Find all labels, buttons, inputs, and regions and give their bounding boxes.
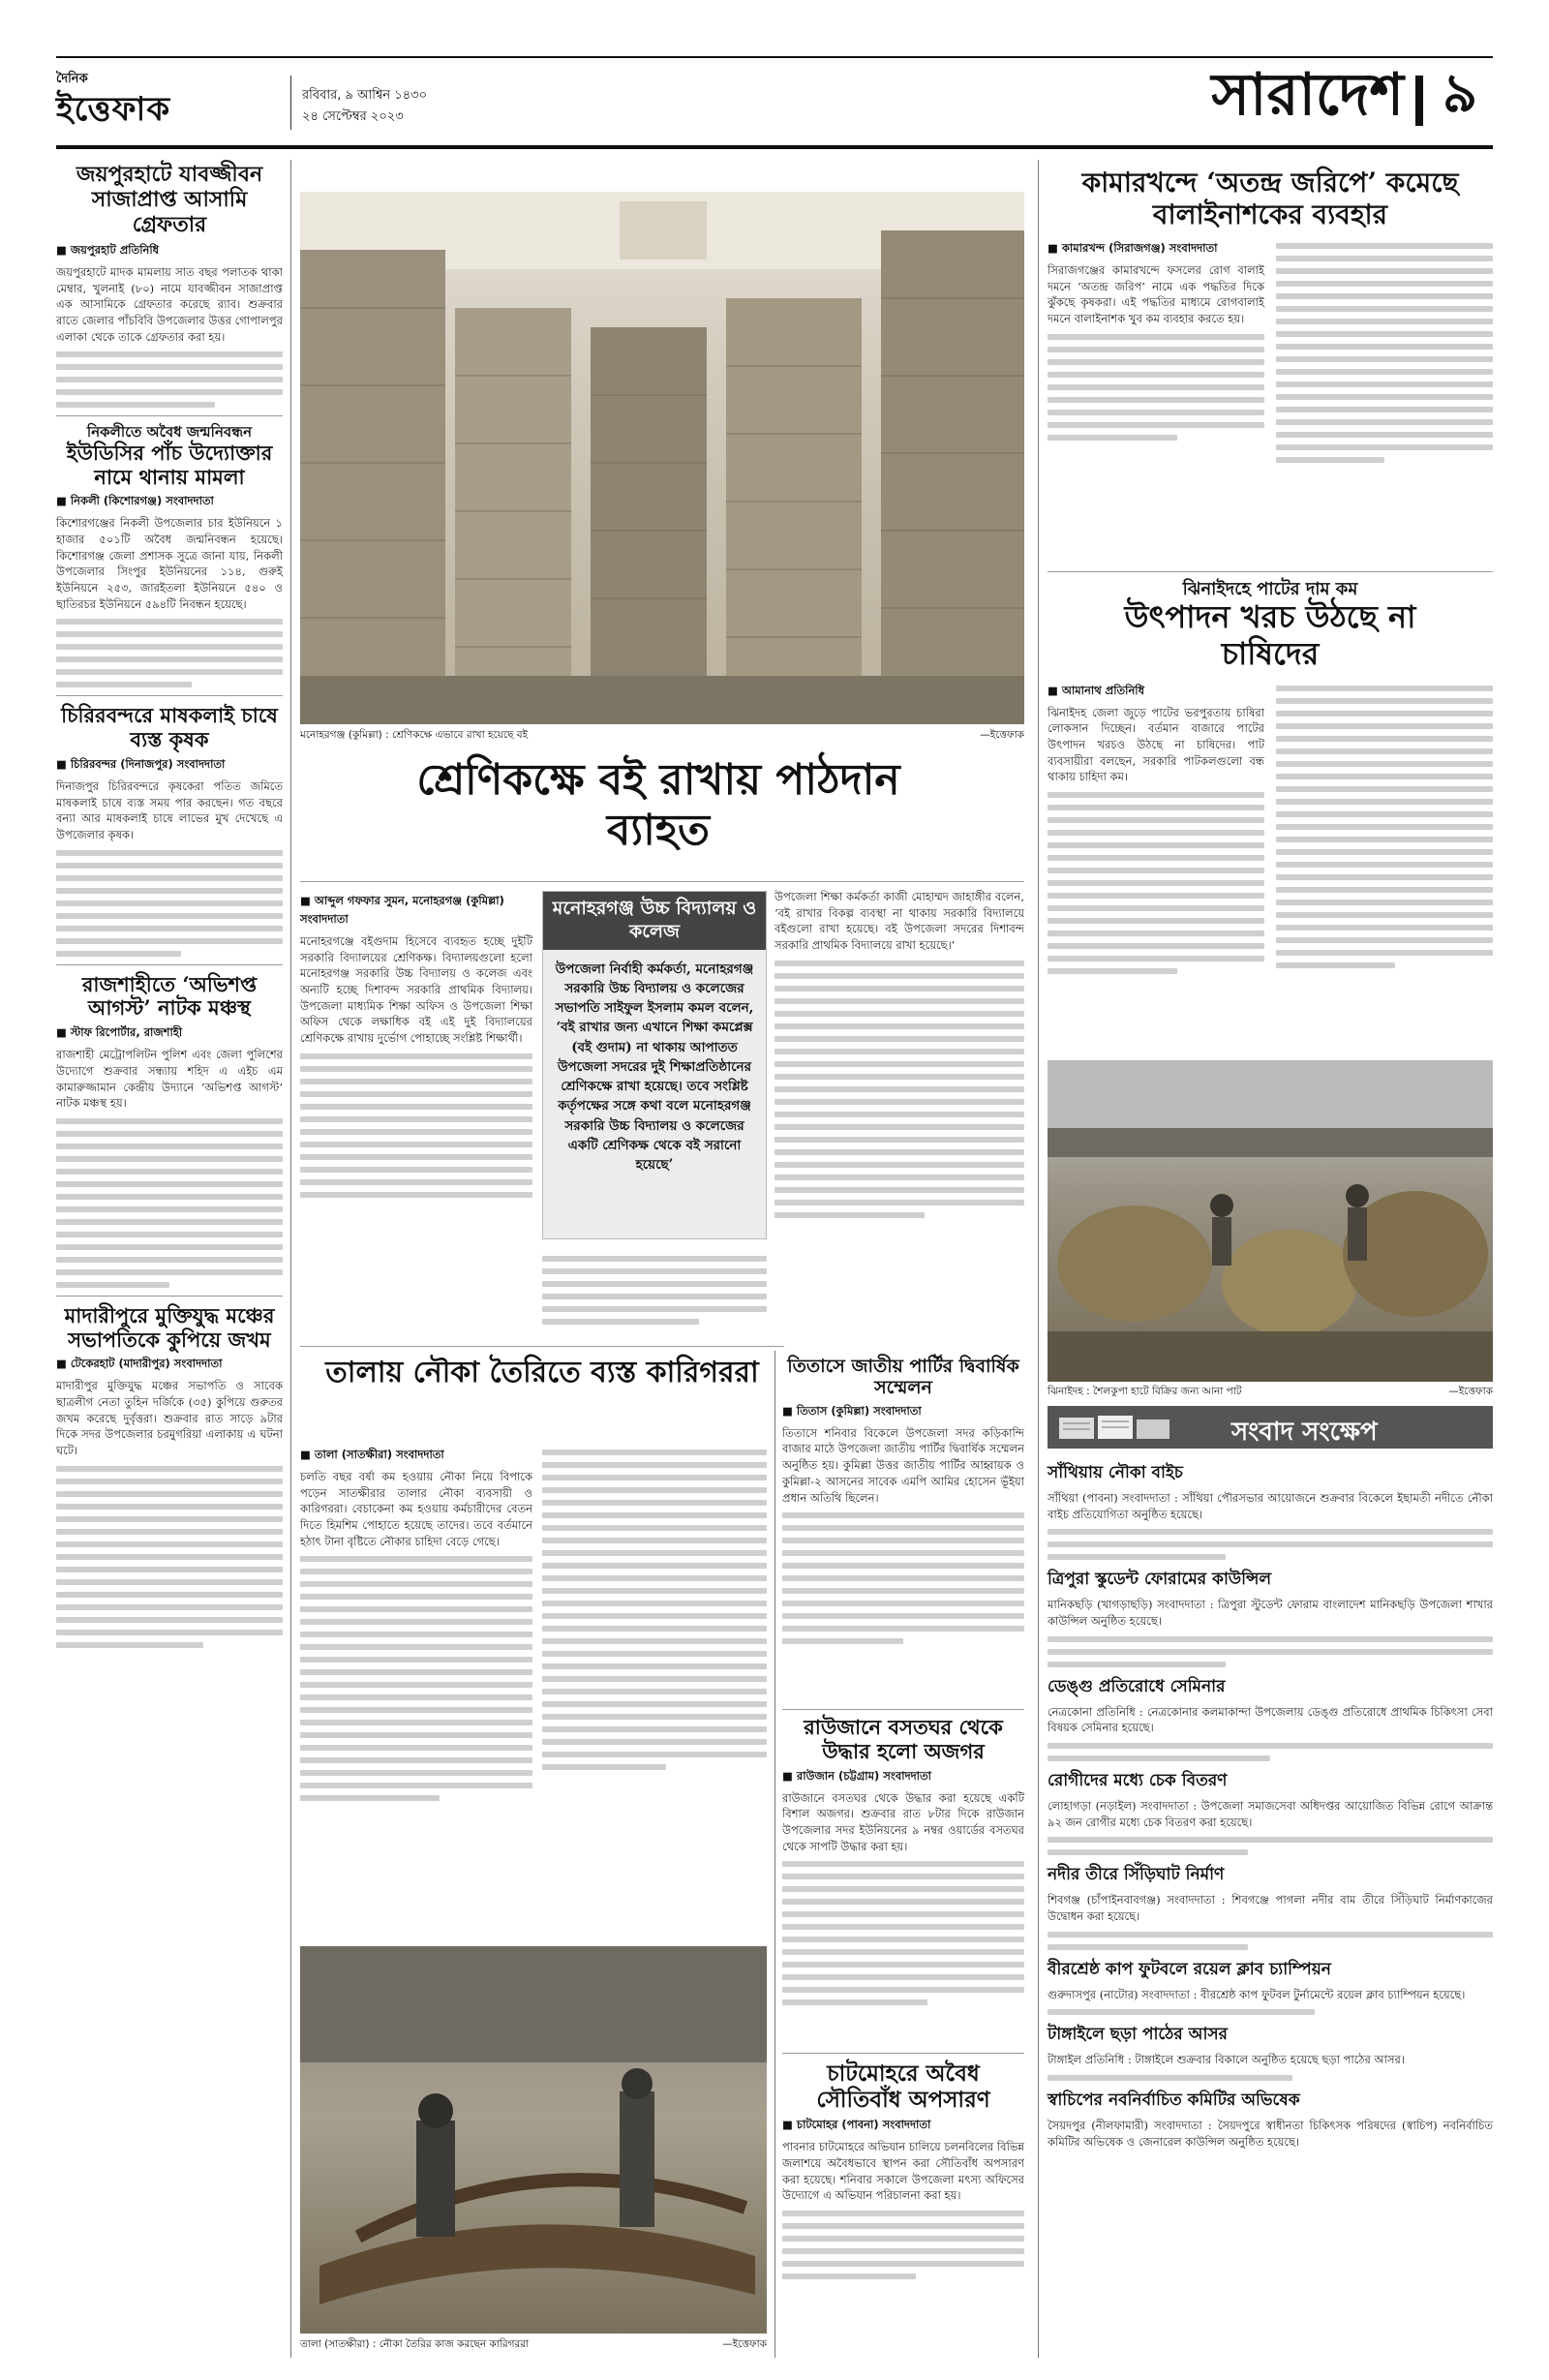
section-title: সারাদেশ <box>1211 61 1404 129</box>
article-body: কিশোরগঞ্জের নিকলী উপজেলার চার ইউনিয়নে ১ হাজার ৫০১টি অবৈধ জন্মনিবন্ধন হয়েছে। কিশোরগঞ্জ জেলা প্রশাসক সুত্রে জানা যায়, নিকলী উপজেলার সিংপুর ইউনিয়নের ১১৪, গুরুই ইউনিয়নে ২৫৩, জারইতলা ইউনিয়নে ৫৪০ ও ছাতিরচর ইউনিয়নে ৫৯৪টি নিবন্ধন হয়েছে। <box>56 516 283 611</box>
article-body: উপজেলা শিক্ষা কর্মকর্তা কাজী মোহাম্মদ জাহাঙ্গীর বলেন, ‘বই রাখার বিকল্প ব্যবস্থা না থাকায় সরকারি বিদ্যালয়ে বইগুলো রাখা হয়েছে। বই উপজেলা সদরের দিশাবন্দ সরকারি প্রাথমিক বিদ্যালয়ে রাখা হয়েছে।’ <box>774 890 1024 953</box>
brief-item <box>1048 1768 1493 1855</box>
brief-item <box>1048 1862 1493 1949</box>
article-jhenaidah <box>1048 579 1493 981</box>
brief-text: নেত্রকোনা প্রতিনিধি : নেত্রকোনার কলমাকান্দা উপজেলায় ডেঙ্গু প্রতিরোধে প্রাথমিক চিকিৎসা সেবা বিষয়ক সেমিনার হয়েছে। <box>1048 1704 1493 1735</box>
article-body: তিতাসে শনিবার বিকেলে উপজেলা সদর কড়িকান্দি বাজার মাঠে উপজেলা জাতীয় পার্টির দ্বিবার্ষিক সম্মেলন অনুষ্ঠিত হয়। কুমিল্লা উত্তর জাতীয় পার্টির আহ্বায়ক ও কুমিল্লা-২ আসনের সাবেক এমপি আমির হোসেন ভূঁইয়া প্রধান অতিথি ছিলেন। <box>782 1425 1024 1505</box>
article-body: মাদারীপুর মুক্তিযুদ্ধ মঞ্চের সভাপতি ও সাবেক ছাত্রলীগ নেতা তুহিন দর্জিকে (৩৫) কুপিয়ে গুরুতর জখম করেছে দুর্বৃত্তরা। শুক্রবার রাত সাড়ে ৯টার দিকে সদর উপজেলার চরমুগরিয়া এলাকায় এ ঘটনা ঘটে। <box>56 1379 283 1458</box>
headline: রাউজানে বসতঘর থেকে উদ্ধার হলো অজগর <box>804 1715 1003 1763</box>
news-briefs <box>1048 1454 1493 2150</box>
article-rajshahi <box>56 973 283 1288</box>
brief-text: সাঁথিয়া (পাবনা) সংবাদদাতা : সাঁথিয়া পৌরসভার আয়োজনে শুক্রবার বিকেলে ইছামতী নদীতে নৌকা বাইচ প্রতিযোগিতা অনুষ্ঠিত হয়েছে। <box>1048 1491 1493 1521</box>
jhenaidah-rule <box>1048 571 1493 572</box>
article-chirirbandar <box>56 704 283 956</box>
brief-text: সৈয়দপুর (নীলফামারী) সংবাদদাতা : সৈয়দপুরে স্বাধীনতা চিকিৎসক পরিষদের (স্বাচিপ) নবনির্বাচিত কমিটির অভিষেক ও জেনারেল কাউন্সিল অনুষ্ঠিত হয়েছে। <box>1048 2119 1493 2149</box>
quote-text: উপজেলা নির্বাহী কর্মকর্তা, মনোহরগঞ্জ সরকারি উচ্চ বিদ্যালয় ও কলেজের সভাপতি সাইফুল ইসলাম কমল বলেন, ‘বই রাখার জন্য এখানে শিক্ষা কমপ্লেক্স (বই গুদাম) না থাকায় আপাতত উপজেলা সদরের দুই শিক্ষাপ্রতিষ্ঠানের শ্রেণিকক্ষে রাখা হয়েছে। তবে সংশ্লিষ্ট কর্তৃপক্ষের সঙ্গে কথা বলে মনোহরগঞ্জ সরকারি উচ্চ বিদ্যালয় ও কলেজের একটি শ্রেণিকক্ষ থেকে বই সরানো হয়েছে’ <box>555 961 754 1173</box>
brief-text: লোহাগড়া (নড়াইল) সংবাদদাতা : উপজেলা সমাজসেবা অধিদপ্তর আয়োজিত বিভিন্ন রোগে আক্রান্ত ৯২ জন রোগীর মধ্যে চেক বিতরণ করা হয়েছে। <box>1048 1799 1493 1829</box>
masthead-date <box>302 85 592 128</box>
byline: ■ নিকলী (কিশোরগঞ্জ) সংবাদদাতা <box>56 494 214 508</box>
byline: ■ জয়পুরহাট প্রতিনিধি <box>56 242 160 257</box>
brief-item <box>1048 1674 1493 1761</box>
date-english: ২৪ সেপ্টেম্বর ২০২৩ <box>302 109 404 125</box>
main-headline-rule <box>300 881 1024 882</box>
article-madaripur <box>56 1304 283 1648</box>
article-body: দিনাজপুর চিরিরবন্দরে কৃষকেরা পতিত জমিতে মাষকলাই চাষে ব্যস্ত সময় পার করছেন। গত বছরে বন্যা আর মাষকলাই চাষে লাভের মুখ দেখেছে এ উপজেলার কৃষক। <box>56 779 283 842</box>
headline: কামারখন্দে ‘অতন্দ্র জরিপে’ কমেছে বালাইনাশকের ব্যবহার <box>1081 167 1459 231</box>
page-number: ৯ <box>1442 61 1478 125</box>
col-divider-2 <box>1038 160 1039 2358</box>
left-column <box>56 163 283 1655</box>
kicker: ঝিনাইদহে পাটের দাম কম <box>1182 579 1358 599</box>
article-body: পাবনার চাটমোহরে অভিযান চালিয়ে চলনবিলের বিভিন্ন জলাশয়ে অবৈধভাবে স্থাপন করা সৌতিবাঁধ অপসারণ করা হয়েছে। শনিবার সকালে উপজেলা মৎস্য অফিসের উদ্যোগে এ অভিযান পরিচালনা করা হয়। <box>782 2140 1024 2203</box>
main-photo-credit: —ইত্তেফাক <box>980 729 1024 741</box>
masthead-logo <box>56 70 298 137</box>
article-body: সিরাজগঞ্জের কামারখন্দে ফসলের রোগ বালাই দমনে ‘অতন্দ্র জরিপ’ নামে এক পদ্ধতির দিকে ঝুঁকছে কৃষকরা। এই পদ্ধতির মাধ্যমে রোগবালাই দমনে বালাইনাশক খুব কম ব্যবহার করতে হয়। <box>1048 263 1264 326</box>
headline: রাজশাহীতে ‘অভিশপ্ত আগস্ট’ নাটক মঞ্চস্থ <box>81 971 258 1021</box>
brief-title: স্বাচিপের নবনির্বাচিত কমিটির অভিষেক <box>1048 2090 1300 2111</box>
article-raozan <box>782 1716 1024 2012</box>
brief-title: নদীর তীরে সিঁড়িঘাট নির্মাণ <box>1048 1865 1225 1885</box>
jute-photo-credit: —ইত্তেফাক <box>1448 1386 1493 1397</box>
brief-header-banner <box>1048 1406 1493 1449</box>
quote-box-title: মনোহরগঞ্জ উচ্চ বিদ্যালয় ও কলেজ <box>543 892 766 950</box>
article-kamarkhanda <box>1048 167 1493 470</box>
byline: ■ চিরিরবন্দর (দিনাজপুর) সংবাদদাতা <box>56 757 226 771</box>
byline: ■ তালা (সাতক্ষীরা) সংবাদদাতা <box>300 1448 444 1461</box>
headline: জয়পুরহাটে যাবজ্জীবন সাজাপ্রাপ্ত আসামি গ্রেফতার <box>76 162 263 237</box>
logo-text: ইত্তেফাক <box>56 90 171 129</box>
headline: উৎপাদন খরচ উঠছে না চাষিদের <box>1124 598 1416 672</box>
article-nikli <box>56 424 283 687</box>
col-divider-1 <box>290 160 291 2358</box>
headline: চাটমোহরে অবৈধ সৌতিবাঁধ অপসারণ <box>816 2060 990 2114</box>
logo-small: দৈনিক <box>56 72 88 86</box>
brief-item <box>1048 1460 1493 1560</box>
boat-headline: তালায় নৌকা তৈরিতে ব্যস্ত কারিগররা <box>325 1356 759 1389</box>
article-titas <box>782 1356 1024 1651</box>
article-body: জয়পুরহাটে মাদক মামলায় সাত বছর পলাতক থাকা মেম্বার, খুলনাই (৮০) নামে যাবজ্জীবন সাজাপ্রাপ্ত এক আসামিকে গ্রেফতার করেছে র‌্যাব। শুক্রবার রাতে জেলার পাঁচবিবি উপজেলার উত্তর গোপালপুর এলাকা থেকে তাকে গ্রেফতার করা হয়। <box>56 264 283 344</box>
brief-title: রোগীদের মধ্যে চেক বিতরণ <box>1048 1771 1228 1791</box>
main-photo <box>300 192 1024 724</box>
jute-market-illustration <box>1048 1060 1493 1382</box>
main-article-col1 <box>300 889 532 1205</box>
byline: ■ রাউজান (চট্টগ্রাম) সংবাদদাতা <box>782 1768 931 1783</box>
brief-text: শিবগঞ্জ (চাঁপাইনবাবগঞ্জ) সংবাদদাতা : শিবগঞ্জে পাগলা নদীর বাম তীরে সিঁড়িঘাট নির্মাণকাজের উদ্বোধন করা হয়েছে। <box>1048 1893 1493 1924</box>
kicker: নিকলীতে অবৈধ জন্মনিবন্ধন <box>86 423 253 442</box>
byline: ■ স্টাফ রিপোর্টার, রাজশাহী <box>56 1025 183 1040</box>
boat-article-col2 <box>542 1443 767 1777</box>
brief-title: ডেঙ্গু প্রতিরোধে সেমিনার <box>1048 1676 1226 1696</box>
headline: মাদারীপুরে মুক্তিযুদ্ধ মঞ্চের সভাপতিকে কুপিয়ে জখম <box>64 1302 275 1352</box>
brief-item <box>1048 1957 1493 2016</box>
brief-title: ত্রিপুরা স্কুডেন্ট ফোরামের কাউন্সিল <box>1048 1570 1272 1590</box>
quote-box <box>542 891 767 1239</box>
byline: ■ টেকেরহাট (মাদারীপুর) সংবাদদাতা <box>56 1357 223 1371</box>
brief-title: টাঙ্গাইলে ছড়া পাঠের আসর <box>1048 2025 1229 2045</box>
brief-text: মানিকছড়ি (খাগড়াছড়ি) সংবাদদাতা : ত্রিপুরা স্টুডেন্ট ফোরাম বাংলাদেশ মানিকছড়ি উপজেলা শাখার কাউন্সিল অনুষ্ঠিত হয়েছে। <box>1048 1598 1493 1629</box>
boat-photo-credit: —ইত্তেফাক <box>722 2338 767 2350</box>
raozan-rule <box>782 1709 1024 1710</box>
center-inner-divider <box>774 1351 775 2358</box>
main-article-col3 <box>774 889 1024 1225</box>
article-body: ঝিনাইদহ জেলা জুড়ে পাটের ভরপুরতায় চাষিরা লোকসান দিচ্ছেন। বর্তমান বাজারে পাটের উৎপাদন খরচও উঠছে না চাষিদের। পাট ব্যবসায়ীরা বলছেন, সরকারি পাটকলগুলো বন্ধ থাকায় চাহিদা কম। <box>1048 705 1264 784</box>
main-article-col2-bottom <box>542 1249 767 1331</box>
boat-building-illustration <box>300 1946 767 2334</box>
main-photo-caption: মনোহরগঞ্জ (কুমিল্লা) : শ্রেণিকক্ষে এভাবে রাখা হয়েছে বই <box>300 729 529 741</box>
headline: তিতাসে জাতীয় পার্টির দ্বিবার্ষিক সম্মেলন <box>787 1356 1019 1399</box>
brief-text: গুরুদাসপুর (নাটোর) সংবাদদাতা : বীরশ্রেষ্ঠ কাপ ফুটবল টুর্নামেন্টে রয়েল ক্লাব চ্যাম্পিয়ন হয়েছে। <box>1048 1987 1466 2001</box>
byline: ■ আমানাথ প্রতিনিধি <box>1048 683 1145 697</box>
masthead-divider <box>290 76 291 130</box>
boat-photo <box>300 1946 767 2334</box>
brief-item <box>1048 1567 1493 1666</box>
article-body: রাউজানে বসতঘর থেকে উদ্ধার করা হয়েছে একটি বিশাল অজগর। শুক্রবার রাত ৮টার দিকে রাউজান উপজেলার সদর ইউনিয়নের ৯ নম্বর ওয়ার্ডের বসতঘর থেকে সাপটি উদ্ধার করা হয়। <box>782 1790 1024 1853</box>
article-joypurhat <box>56 163 283 408</box>
date-bangla: রবিবার, ৯ আশ্বিন ১৪৩০ <box>302 88 428 103</box>
article-body: রাজশাহী মেট্রোপলিটন পুলিশ এবং জেলা পুলিশের উদ্যোগে শুক্রবার সন্ধ্যায় শহিদ এ এইচ এম কামারুজ্জামান কেন্দ্রীয় উদ্যানে ‘অভিশপ্ত আগস্ট’ নাটক মঞ্চস্থ হয়। <box>56 1048 283 1111</box>
chatmohar-rule <box>782 2053 1024 2054</box>
byline: ■ কামারখন্দ (সিরাজগঞ্জ) সংবাদদাতা <box>1048 241 1218 256</box>
brief-item <box>1048 2022 1493 2081</box>
boat-photo-caption: তালা (সাতক্ষীরা) : নৌকা তৈরির কাজ করছেন কারিগররা <box>300 2338 530 2350</box>
byline: ■ চাটমোহর (পাবনা) সংবাদদাতা <box>782 2118 931 2132</box>
article-body: চলতি বছর বর্ষা কম হওয়ায় নৌকা নিয়ে বিপাকে পড়েন সাতক্ষীরার তালার নৌকা ব্যবসায়ী ও কারিগররা। বেচাকেনা কম হওয়ায় কর্মচারীদের বেতন দিতে হিমশিম পোহাতে হয়েছে তাদের। তবে বর্তমানে হঠাৎ টানা বৃষ্টিতে নৌকার চাহিদা বেড়ে গেছে। <box>300 1470 532 1548</box>
brief-title: বীরশ্রেষ্ঠ কাপ ফুটবলে রয়েল ক্লাব চ্যাম্পিয়ন <box>1048 1959 1331 1979</box>
brief-header-title: সংবাদ সংক্ষেপ <box>1231 1418 1378 1447</box>
newspaper-stack-icon <box>1057 1412 1173 1443</box>
article-body: মনোহরগঞ্জে বইগুদাম হিসেবে ব্যবহৃত হচ্ছে দুইটি সরকারি বিদ্যালয়ের শ্রেণিকক্ষ। বিদ্যালয়গুলো হলো মনোহরগঞ্জ সরকারি উচ্চ বিদ্যালয় ও কলেজ এবং অন্যটি হচ্ছে দিশাবন্দ সরকারি প্রাথমিক বিদ্যালয়। উপজেলা মাধ্যমিক শিক্ষা অফিস ও উপজেলা শিক্ষা অফিস থেকে লক্ষাধিক বই এই দুই বিদ্যালয়ের শ্রেণিকক্ষে রাখায় দুর্ভোগ পোহাচ্ছে সংশ্লিষ্ট শিক্ষার্থী। <box>300 934 532 1046</box>
brief-title: সাঁথিয়ায় নৌকা বাইচ <box>1048 1463 1183 1482</box>
boat-article-col1 <box>300 1443 532 1808</box>
section-bar <box>1415 76 1423 126</box>
books-stack-illustration <box>300 192 1024 724</box>
main-headline: শ্রেণিকক্ষে বই রাখায় পাঠদান ব্যাহত <box>416 755 900 855</box>
jute-market-photo <box>1048 1060 1493 1382</box>
jute-photo-caption: ঝিনাইদহ : শৈলকুপা হাটে বিক্রির জন্য আনা পাট <box>1048 1386 1242 1397</box>
top-rule <box>56 56 1493 58</box>
masthead-rule <box>56 145 1493 149</box>
brief-text: টাঙ্গাইল প্রতিনিধি : টাঙ্গাইলে শুক্রবার বিকালে অনুষ্ঠিত হয়েছে ছড়া পাঠের আসর। <box>1048 2053 1405 2067</box>
headline: চিরিরবন্দরে মাষকলাই চাষে ব্যস্ত কৃষক <box>61 703 278 752</box>
article-chatmohar <box>782 2060 1024 2286</box>
byline: ■ আব্দুল গফফার সুমন, মনোহরগঞ্জ (কুমিল্লা) সংবাদদাতা <box>300 894 504 926</box>
byline: ■ তিতাস (কুমিল্লা) সংবাদদাতা <box>782 1403 922 1418</box>
headline: ইউডিসির পাঁচ উদ্যোক্তার নামে থানায় মামলা <box>66 440 273 489</box>
brief-item <box>1048 2088 1493 2150</box>
boat-rule <box>300 1346 784 1347</box>
